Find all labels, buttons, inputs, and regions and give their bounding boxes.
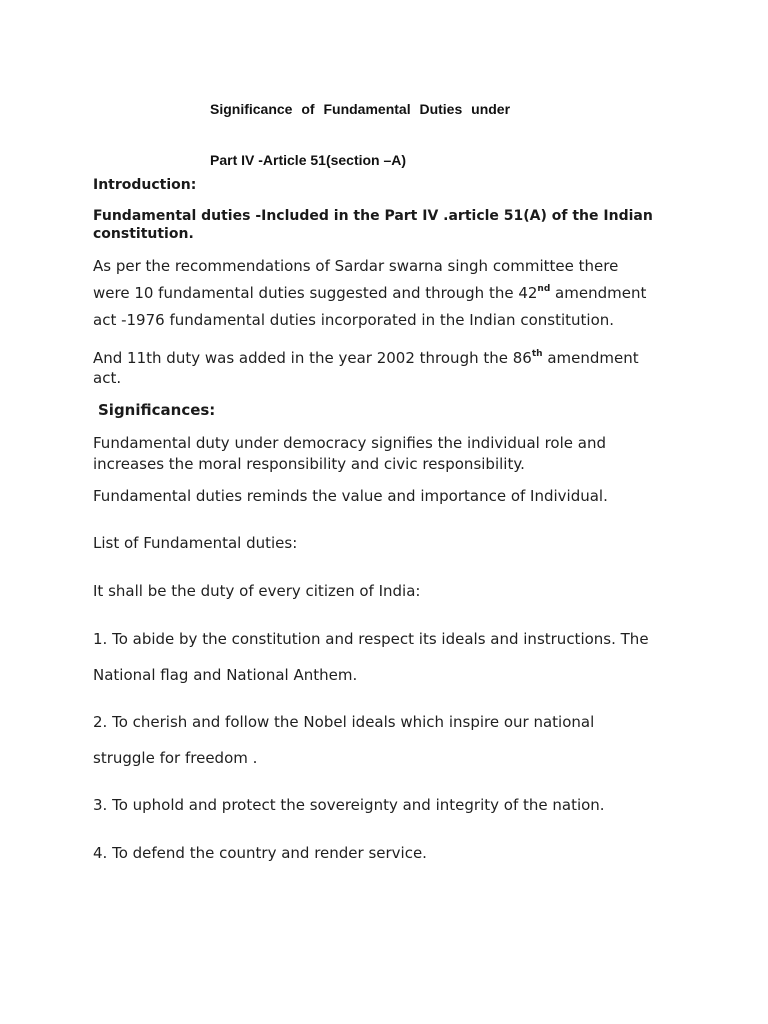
history-p2-line-1	[93, 349, 639, 367]
history-p2-line-1-text-a: And 11th duty was added in the year 2002 through the 86	[93, 349, 532, 367]
history-p2-line-1-text-b: amendment	[542, 349, 639, 367]
significances-heading: Significances:	[98, 401, 216, 419]
title-line-1: Significance of Fundamental Duties under	[210, 101, 511, 117]
list-item-1-line-2: National flag and National Anthem.	[93, 666, 358, 684]
ordinal-suffix: nd	[537, 284, 551, 294]
history-p1-line-2-text-a: were 10 fundamental duties suggested and through the 42	[93, 284, 538, 302]
significances-p1-line-2: increases the moral responsibility and civic responsibility.	[93, 455, 525, 473]
history-p1-line-3: act -1976 fundamental duties incorporated in the Indian constitution.	[93, 311, 615, 329]
definition-line-1: Fundamental duties -Included in the Part IV .article 51(A) of the Indian	[93, 208, 653, 224]
significances-p1-line-1: Fundamental duty under democracy signifies the individual role and	[93, 434, 606, 452]
list-item-1-line-1: 1. To abide by the constitution and respect its ideals and instructions. The	[93, 630, 649, 648]
list-item-3-line-1: 3. To uphold and protect the sovereignty and integrity of the nation.	[93, 796, 605, 814]
history-p1-line-2-text-b: amendment	[550, 284, 647, 302]
definition-line-2: constitution.	[93, 226, 194, 242]
ordinal-suffix: th	[531, 349, 543, 359]
history-p1-line-1: As per the recommendations of Sardar swarna singh committee there	[93, 257, 619, 275]
introduction-heading: Introduction:	[93, 177, 197, 193]
title-line-2: Part IV -Article 51(section –A)	[210, 152, 407, 168]
list-intro: It shall be the duty of every citizen of India:	[93, 582, 421, 600]
list-item-2-line-2: struggle for freedom .	[93, 749, 258, 767]
significances-p2: Fundamental duties reminds the value and importance of Individual.	[93, 487, 608, 505]
history-p1-line-2	[93, 284, 646, 302]
list-item-2-line-1: 2. To cherish and follow the Nobel ideals which inspire our national	[93, 713, 595, 731]
list-heading: List of Fundamental duties:	[93, 534, 298, 552]
list-item-4-line-1: 4. To defend the country and render service.	[93, 844, 427, 862]
history-p2-line-2: act.	[93, 369, 122, 387]
